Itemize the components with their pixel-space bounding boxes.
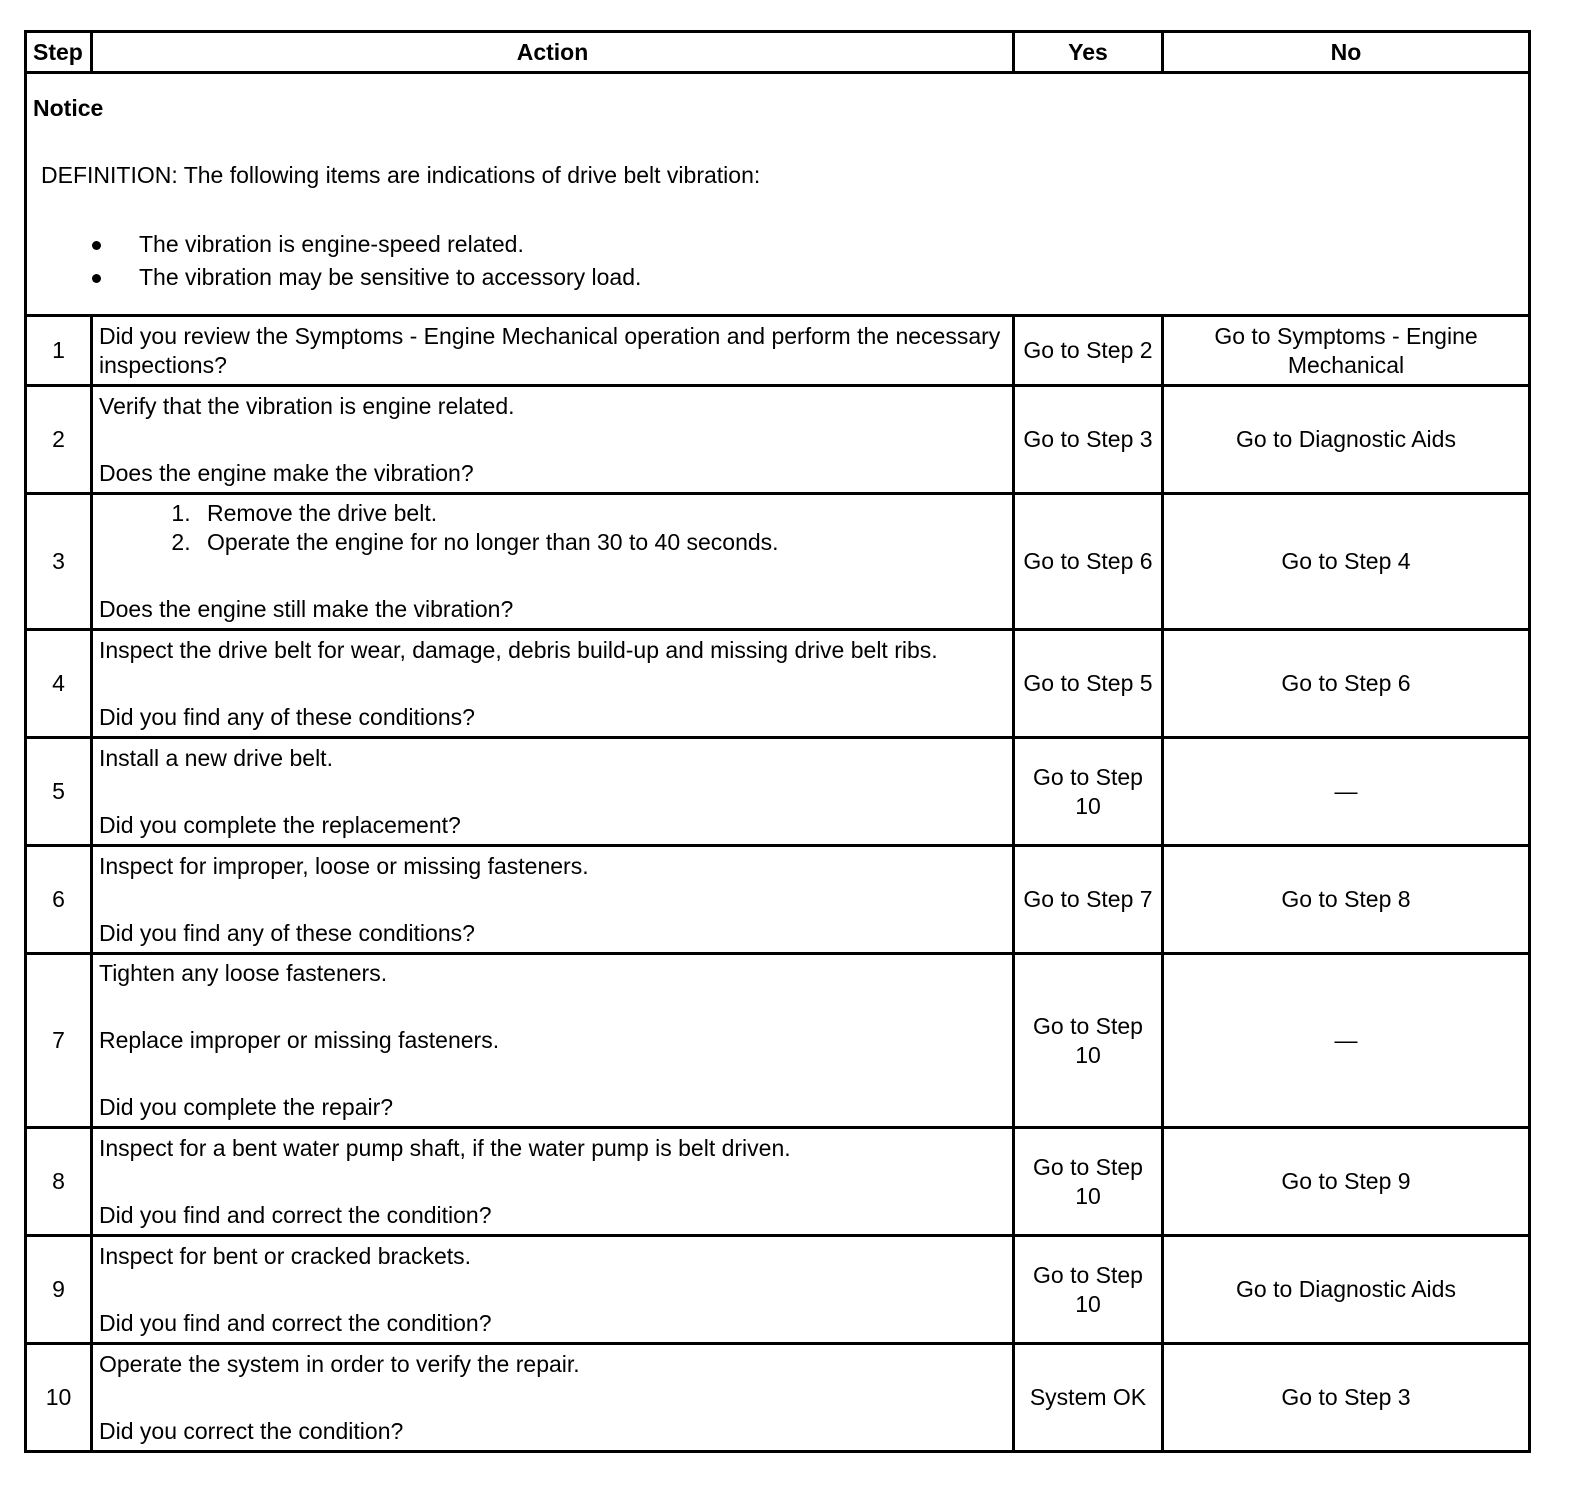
table-row <box>26 1344 1530 1452</box>
notice-item: The vibration may be sensitive to accessory load. <box>139 261 1522 294</box>
action-text: Replace improper or missing fasteners. <box>99 1027 500 1053</box>
notice-cell <box>26 73 1530 316</box>
yes-cell: Go to Step 2 <box>1014 316 1163 386</box>
action-question: Did you correct the condition? <box>99 1417 404 1444</box>
table-row <box>26 630 1530 738</box>
header-step: Step <box>26 32 92 73</box>
table-header-row <box>26 32 1530 73</box>
yes-cell: Go to Step 5 <box>1014 630 1163 738</box>
action-question: Did you find any of these conditions? <box>99 703 475 730</box>
action-text: Did you review the Symptoms - Engine Mechanical operation and perform the necessary inspections? <box>99 322 1001 378</box>
notice-list <box>33 228 1522 294</box>
action-question: Does the engine make the vibration? <box>99 459 474 486</box>
header-yes: Yes <box>1014 32 1163 73</box>
yes-cell: Go to Step 10 <box>1014 1236 1163 1344</box>
no-cell: — <box>1163 954 1530 1128</box>
action-question: Does the engine still make the vibration? <box>99 596 514 622</box>
yes-cell: Go to Step 10 <box>1014 954 1163 1128</box>
no-cell: Go to Step 3 <box>1163 1344 1530 1452</box>
yes-cell: Go to Step 7 <box>1014 846 1163 954</box>
action-question: Did you find and correct the condition? <box>99 1201 492 1228</box>
step-number: 1 <box>26 316 92 386</box>
action-cell <box>92 738 1014 846</box>
action-cell <box>92 1344 1014 1452</box>
table-row <box>26 954 1530 1128</box>
no-cell: Go to Symptoms - Engine Mechanical <box>1163 316 1530 386</box>
no-cell: Go to Step 8 <box>1163 846 1530 954</box>
yes-cell: Go to Step 10 <box>1014 1128 1163 1236</box>
action-step: 2. Operate the engine for no longer than 30 to 40 seconds. <box>197 528 1006 557</box>
action-cell <box>92 846 1014 954</box>
action-text: Operate the system in order to verify the repair. <box>99 1350 580 1377</box>
action-steps <box>99 499 1006 557</box>
table-row <box>26 1128 1530 1236</box>
action-text: Install a new drive belt. <box>99 744 333 771</box>
action-cell <box>92 316 1014 386</box>
yes-cell: Go to Step 6 <box>1014 494 1163 630</box>
notice-row <box>26 73 1530 316</box>
action-cell <box>92 630 1014 738</box>
action-question: Did you find any of these conditions? <box>99 919 475 946</box>
step-number: 6 <box>26 846 92 954</box>
step-number: 9 <box>26 1236 92 1344</box>
action-cell <box>92 954 1014 1128</box>
action-cell <box>92 386 1014 494</box>
table-row <box>26 386 1530 494</box>
notice-title: Notice <box>33 95 104 121</box>
action-question: Did you complete the replacement? <box>99 811 461 838</box>
action-cell <box>92 494 1014 630</box>
header-no: No <box>1163 32 1530 73</box>
action-cell <box>92 1236 1014 1344</box>
step-number: 5 <box>26 738 92 846</box>
no-cell: Go to Diagnostic Aids <box>1163 386 1530 494</box>
yes-cell: Go to Step 10 <box>1014 738 1163 846</box>
action-question: Did you find and correct the condition? <box>99 1309 492 1336</box>
step-number: 7 <box>26 954 92 1128</box>
no-cell: Go to Step 4 <box>1163 494 1530 630</box>
action-text: Tighten any loose fasteners. <box>99 960 388 986</box>
action-text: Inspect for bent or cracked brackets. <box>99 1242 472 1269</box>
notice-item: The vibration is engine-speed related. <box>139 228 1522 261</box>
table-row <box>26 494 1530 630</box>
header-action: Action <box>92 32 1014 73</box>
action-text: Inspect the drive belt for wear, damage, debris build-up and missing drive belt ribs. <box>99 636 938 663</box>
notice-definition: DEFINITION: The following items are indications of drive belt vibration: <box>41 162 761 188</box>
action-text: Verify that the vibration is engine related. <box>99 392 515 419</box>
action-step: 1. Remove the drive belt. <box>197 499 1006 528</box>
yes-cell: System OK <box>1014 1344 1163 1452</box>
no-cell: Go to Diagnostic Aids <box>1163 1236 1530 1344</box>
action-question: Did you complete the repair? <box>99 1094 394 1120</box>
action-text: Inspect for improper, loose or missing fasteners. <box>99 852 589 879</box>
step-number: 8 <box>26 1128 92 1236</box>
diagnostic-table <box>24 30 1531 1453</box>
action-cell <box>92 1128 1014 1236</box>
no-cell: — <box>1163 738 1530 846</box>
table-row <box>26 738 1530 846</box>
no-cell: Go to Step 9 <box>1163 1128 1530 1236</box>
yes-cell: Go to Step 3 <box>1014 386 1163 494</box>
step-number: 3 <box>26 494 92 630</box>
table-row <box>26 316 1530 386</box>
no-cell: Go to Step 6 <box>1163 630 1530 738</box>
table-row <box>26 1236 1530 1344</box>
step-number: 10 <box>26 1344 92 1452</box>
step-number: 2 <box>26 386 92 494</box>
step-number: 4 <box>26 630 92 738</box>
table-row <box>26 846 1530 954</box>
action-text: Inspect for a bent water pump shaft, if the water pump is belt driven. <box>99 1134 791 1161</box>
